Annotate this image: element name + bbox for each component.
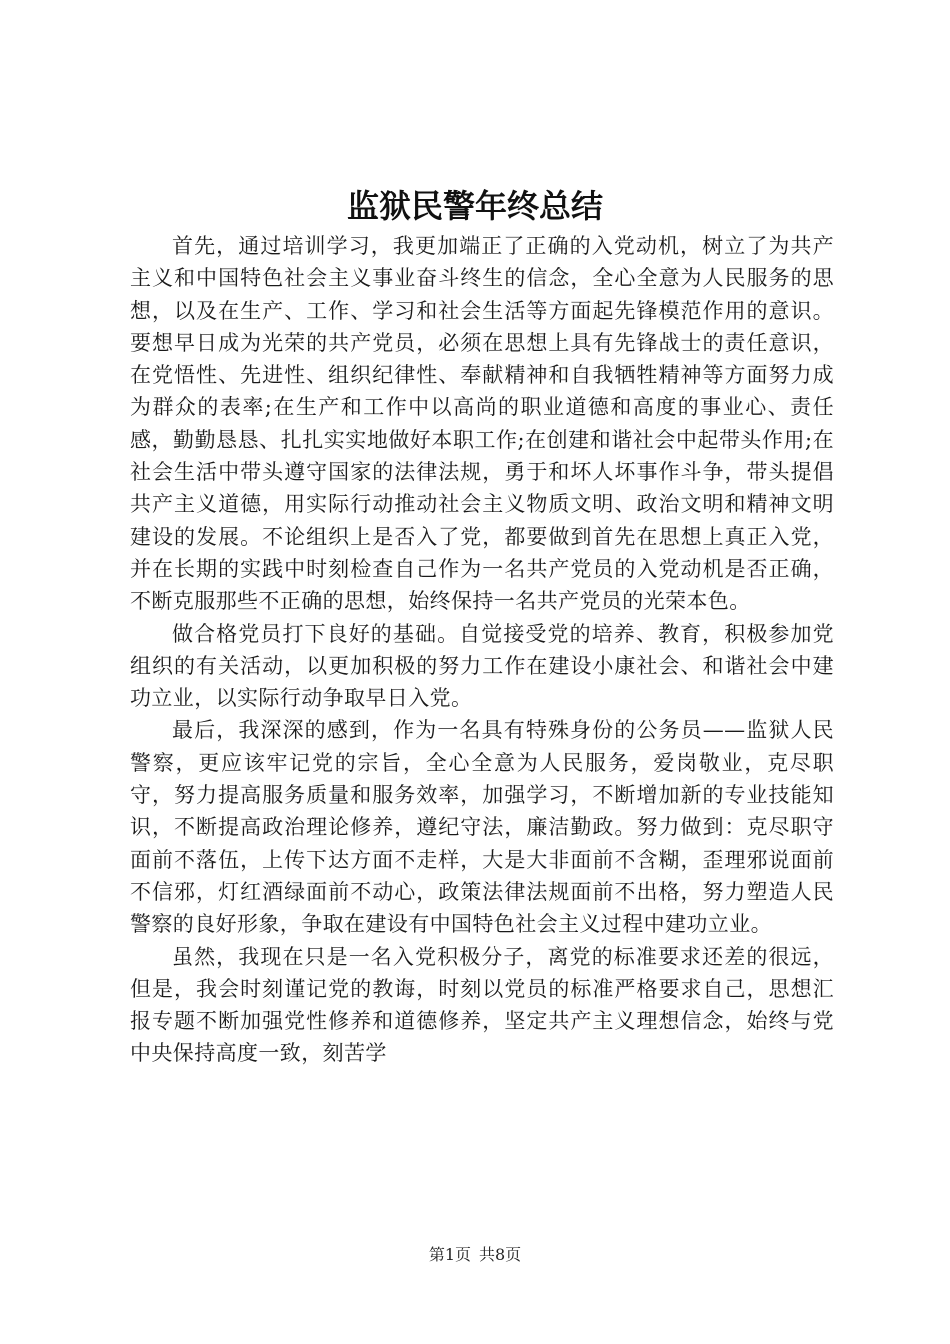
paragraph-3: 最后，我深深的感到，作为一名具有特殊身份的公务员——监狱人民警察，更应该牢记党的宗旨，全心全意为人民服务，爱岗敬业，克尽职守，努力提高服务质量和服务效率，加强学习，不断增加新的专业技能知识，不断提高政治理论修养，遵纪守法，廉洁勤政。努力做到：克尽职守面前不落伍，上传下达方面不走样，大是大非面前不含糊，歪理邪说面前不信邪，灯红酒绿面前不动心，政策法律法规面前不出格，努力塑造人民警察的良好形象，争取在建设有中国特色社会主义过程中建功立业。 [130,718,834,937]
page-footer [0,1244,950,1266]
document-title: 监狱民警年终总结 [346,187,603,225]
page-count: 共8页 [479,1245,522,1264]
paragraph-2: 做合格党员打下良好的基础。自觉接受党的培养、教育，积极参加党组织的有关活动，以更加积极的努力工作在建设小康社会、和谐社会中建功立业，以实际行动争取早日入党。 [130,621,834,711]
paragraph-4: 虽然，我现在只是一名入党积极分子，离党的标准要求还差的很远，但是，我会时刻谨记党的教诲，时刻以党员的标准严格要求自己，思想汇报专题不断加强党性修养和道德修养，坚定共产主义理想信念，始终与党中央保持高度一致，刻苦学 [130,944,834,1066]
document-body [130,230,834,1070]
page-number: 第1页 [428,1245,471,1264]
paragraph-1: 首先，通过培训学习，我更加端正了正确的入党动机，树立了为共产主义和中国特色社会主义事业奋斗终生的信念，全心全意为人民服务的思想，以及在生产、工作、学习和社会生活等方面起先锋模范作用的意识。要想早日成为光荣的共产党员，必须在思想上具有先锋战士的责任意识，在党悟性、先进性、组织纪律性、奉献精神和自我牺牲精神等方面努力成为群众的表率;在生产和工作中以高尚的职业道德和高度的事业心、责任感，勤勤恳恳、扎扎实实地做好本职工作;在创建和谐社会中起带头作用;在社会生活中带头遵守国家的法律法规，勇于和坏人坏事作斗争，带头提倡共产主义道德，用实际行动推动社会主义物质文明、政治文明和精神文明建设的发展。不论组织上是否入了党，都要做到首先在思想上真正入党，并在长期的实践中时刻检查自己作为一名共产党员的入党动机是否正确，不断克服那些不正确的思想，始终保持一名共产党员的光荣本色。 [130,234,834,614]
